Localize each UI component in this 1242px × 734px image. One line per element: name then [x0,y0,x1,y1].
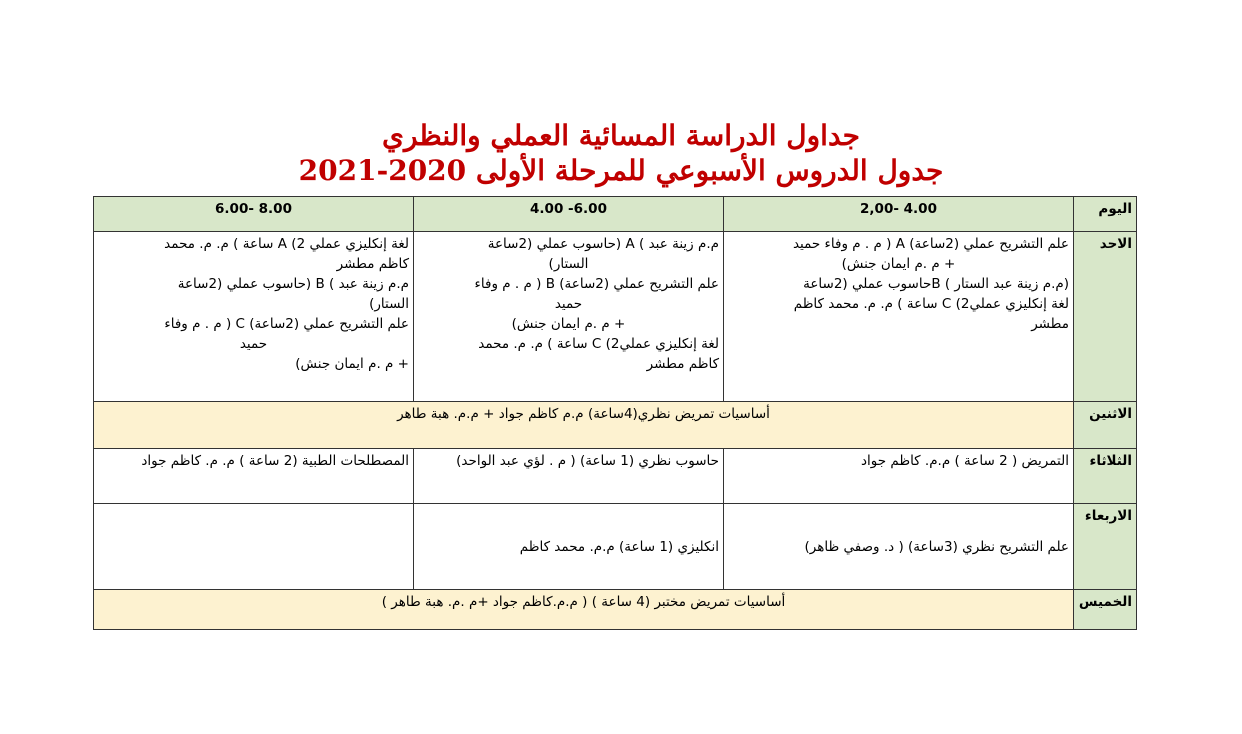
row-wednesday [94,504,1137,590]
cell-tuesday-slot-2: حاسوب نظري (1 ساعة) ( م . لؤي عبد الواحد) [414,449,724,504]
cell-line: (م.م زينة عبد الستار ) Bحاسوب عملي (2ساعة [803,276,1069,292]
cell-line: م.م زينة عبد ) A (حاسوب عملي (2ساعة [487,236,719,252]
cell-line: م.م زينة عبد ) B (حاسوب عملي (2ساعة [177,276,409,292]
header-day: اليوم [1074,197,1137,232]
document-subtitle: جدول الدروس الأسبوعي للمرحلة الأولى 2020-2021 [298,154,944,187]
day-thursday: الخميس [1074,590,1137,630]
row-sunday [94,232,1137,402]
cell-sunday-slot-2 [414,232,724,402]
header-slot-2: 6.00- 4.00 [414,197,724,232]
row-monday [94,402,1137,449]
header-slot-3: 8.00 -6.00 [94,197,414,232]
schedule-table [93,196,1137,630]
title-block [0,118,1242,188]
cell-line: + م .م ايمان جنش) [295,356,409,372]
header-slot-1: 4.00 -2,00 [724,197,1074,232]
cell-line: لغة إنكليزي عملي2) C ساعة ) م. م. محمد [478,336,719,352]
day-wednesday: الاربعاء [1074,504,1137,590]
day-sunday: الاحد [1074,232,1137,402]
cell-line: الستار) [369,296,409,312]
cell-line: حميد [239,336,268,352]
cell-tuesday-slot-1: التمريض ( 2 ساعة ) م.م. كاظم جواد [724,449,1074,504]
cell-line: علم التشريح عملي (2ساعة) A ( م . م وفاء حميد [792,236,1069,252]
cell-thursday-full: أساسيات تمريض مختبر (4 ساعة ) ( م.م.كاظم جواد +م .م. هبة طاهر ) [94,590,1074,630]
cell-line: لغة إنكليزي عملي2) C ساعة ) م. م. محمد كاظم [793,296,1069,312]
row-thursday [94,590,1137,630]
cell-line: كاظم مطشر [646,356,719,372]
cell-wednesday-slot-3 [94,504,414,590]
cell-sunday-slot-1 [724,232,1074,402]
cell-line: كاظم مطشر [336,256,409,272]
cell-tuesday-slot-3: المصطلحات الطبية (2 ساعة ) م. م. كاظم جواد [94,449,414,504]
cell-monday-full: أساسيات تمريض نظري(4ساعة) م.م كاظم جواد + م.م. هبة طاهر [94,402,1074,449]
cell-line: علم التشريح عملي (2ساعة) C ( م . م وفاء [164,316,409,332]
cell-sunday-slot-3 [94,232,414,402]
cell-line: الستار) [548,256,589,272]
header-row [94,197,1137,232]
cell-line: + م .م ايمان جنش) [841,256,956,272]
cell-wednesday-slot-1: علم التشريح نظري (3ساعة) ( د. وصفي ظاهر) [724,504,1074,590]
cell-line: + م .م ايمان جنش) [511,316,626,332]
cell-line: علم التشريح عملي (2ساعة) B ( م . م وفاء [474,276,719,292]
cell-line: لغة إنكليزي عملي 2) A ساعة ) م. م. محمد [164,236,409,252]
cell-wednesday-slot-2: انكليزي (1 ساعة) م.م. محمد كاظم [414,504,724,590]
day-monday: الاثنين [1074,402,1137,449]
row-tuesday [94,449,1137,504]
day-tuesday: الثلاثاء [1074,449,1137,504]
document-title: جداول الدراسة المسائية العملي والنظري [382,119,860,152]
cell-line: مطشر [1031,316,1069,332]
cell-line: حميد [554,296,583,312]
